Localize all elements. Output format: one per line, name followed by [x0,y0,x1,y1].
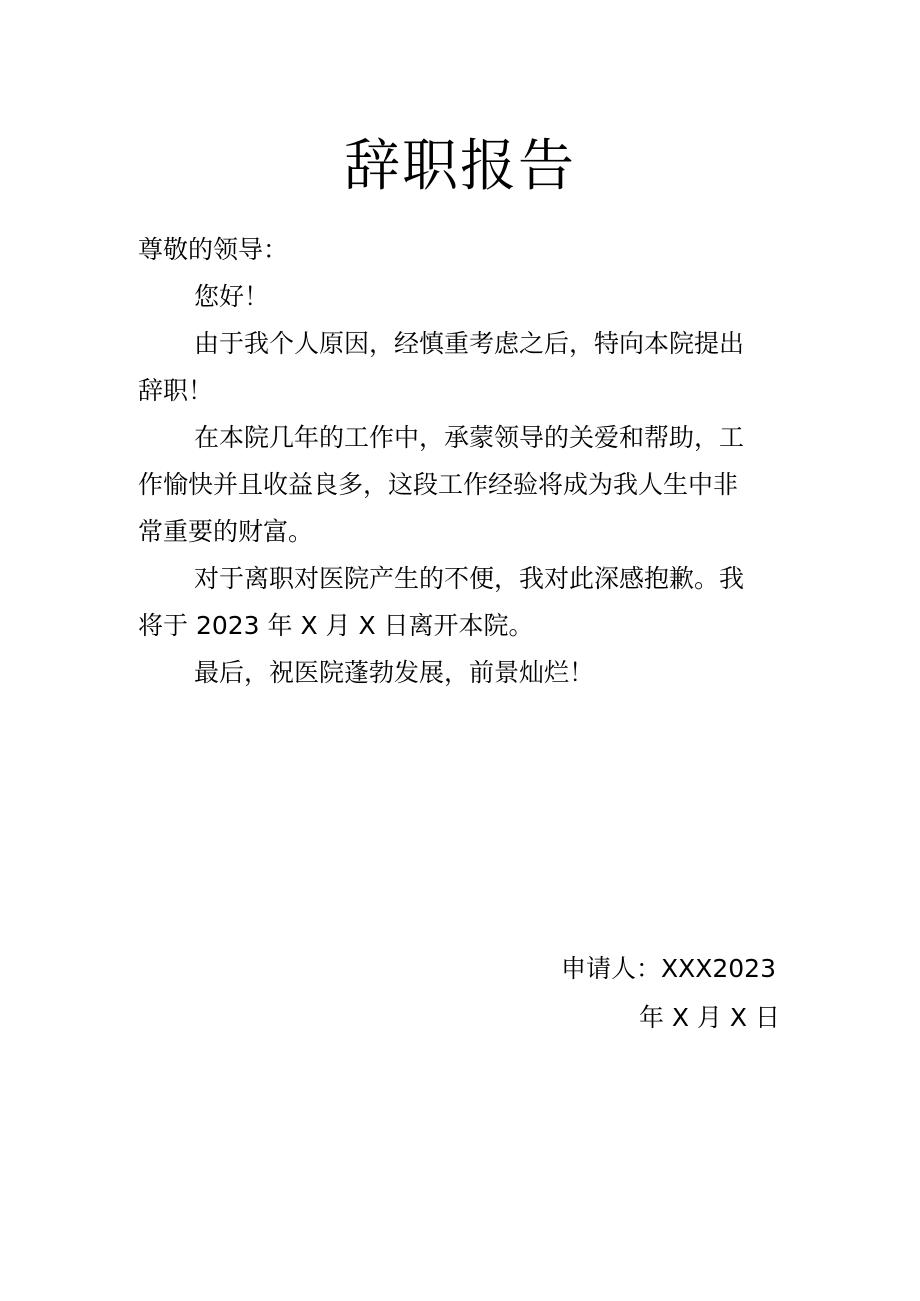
paragraph-3-line-2: 将于 2023 年 X 月 X 日离开本院。 [138,611,534,640]
paragraph-4-line-1: 最后，祝医院蓬勃发展，前景灿烂！ [194,658,595,687]
greeting: 您好！ [194,282,270,311]
signature-date: 年 X 月 X 日 [638,1003,780,1032]
paragraph-1-line-1: 由于我个人原因，经慎重考虑之后，特向本院提出 [194,329,745,358]
paragraph-2-line-1: 在本院几年的工作中，承蒙领导的关爱和帮助，工 [194,423,745,452]
signature-applicant: 申请人：XXX2023 [560,954,776,983]
salutation: 尊敬的领导： [138,235,289,264]
paragraph-3-line-1: 对于离职对医院产生的不便，我对此深感抱歉。我 [194,564,745,593]
document-title: 辞职报告 [344,134,576,199]
letter-body [138,226,786,696]
paragraph-2-line-3: 常重要的财富。 [138,517,314,546]
paragraph-2-line-2: 作愉快并且收益良多，这段工作经验将成为我人生中非 [138,470,739,499]
paragraph-1-line-2: 辞职！ [138,376,214,405]
